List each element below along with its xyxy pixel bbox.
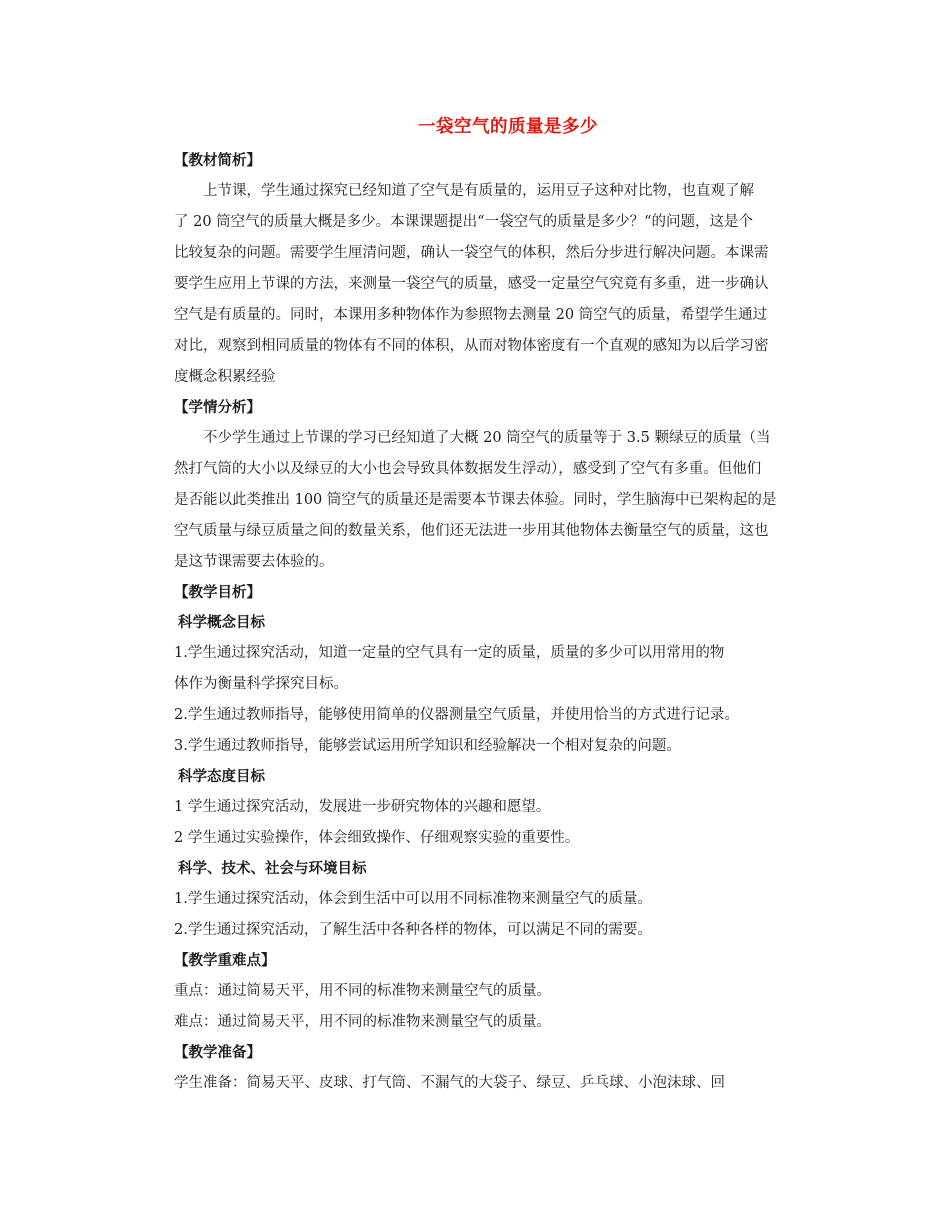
list-item: 学生准备：简易天平、皮球、打气筒、不漏气的大袋子、绿豆、乒乓球、小泡沫球、回 <box>174 1075 725 1091</box>
paragraph-line: 然打气筒的大小以及绿豆的大小也会导致具体数据发生浮动），感受到了空气有多重。但他们 <box>174 461 762 477</box>
paragraph-line: 比较复杂的问题。需要学生厘清问题，确认一袋空气的体积，然后分步进行解决问题。本课需 <box>174 245 769 261</box>
section-heading-students: 【学情分析】 <box>174 400 261 416</box>
students-paragraph <box>174 423 802 578</box>
paragraph-line: 度概念积累经验 <box>174 369 276 385</box>
society-goals-list <box>174 884 802 946</box>
keypoints-list <box>174 976 802 1038</box>
paragraph-line: 要学生应用上节课的方法，来测量一袋空气的质量，感受一定量空气究竟有多重，进一步确认 <box>174 276 769 292</box>
attitude-goals-list <box>174 792 802 854</box>
subheading-society-goals: 科学、技术、社会与环境目标 <box>178 861 367 877</box>
paragraph-line: 对比，观察到相同质量的物体有不同的体积，从而对物体密度有一个直观的感知为以后学习密 <box>174 338 769 354</box>
subheading-concept-goals: 科学概念目标 <box>178 615 265 631</box>
list-item: 重点：通过简易天平，用不同的标准物来测量空气的质量。 <box>174 983 551 999</box>
list-item: 3.学生通过教师指导，能够尝试运用所学知识和经验解决一个相对复杂的问题。 <box>174 738 681 754</box>
paragraph-line: 上节课，学生通过探究已经知道了空气是有质量的，运用豆子这种对比物，也直观了解 <box>203 183 754 199</box>
paragraph-line: 了 20 筒空气的质量大概是多少。本课课题提出“一袋空气的质量是多少？“的问题，这是个 <box>174 214 753 230</box>
document-body <box>174 112 802 1099</box>
paragraph-line: 空气质量与绿豆质量之间的数量关系，他们还无法进一步用其他物体去衡量空气的质量，这也 <box>174 523 769 539</box>
paragraph-line: 空气是有质量的。同时，本课用多种物体作为参照物去测量 20 筒空气的质量，希望学生通过 <box>174 307 768 323</box>
list-item: 2.学生通过探究活动，了解生活中各种各样的物体，可以满足不同的需要。 <box>174 922 652 938</box>
list-item: 1.学生通过探究活动，知道一定量的空气具有一定的质量，质量的多少可以用常用的物 <box>174 645 725 661</box>
paragraph-line: 是这节课需要去体验的。 <box>174 554 334 570</box>
list-item: 2 学生通过实验操作，体会细致操作、仔细观察实验的重要性。 <box>174 830 580 846</box>
section-heading-goals: 【教学目析】 <box>174 585 261 601</box>
concept-goals-list <box>174 638 802 762</box>
section-heading-prep: 【教学准备】 <box>174 1045 261 1061</box>
subheading-attitude-goals: 科学态度目标 <box>178 769 265 785</box>
section-heading-analysis: 【教材简析】 <box>174 153 261 169</box>
paragraph-line: 不少学生通过上节课的学习已经知道了大概 20 筒空气的质量等于 3.5 颗绿豆的质量（当 <box>203 430 771 446</box>
list-item: 难点：通过简易天平，用不同的标准物来测量空气的质量。 <box>174 1014 551 1030</box>
list-item: 体作为衡量科学探究目标。 <box>174 676 348 692</box>
list-item: 1 学生通过探究活动，发展进一步研究物体的兴趣和愿望。 <box>174 799 551 815</box>
paragraph-line: 是否能以此类推出 100 筒空气的质量还是需要本节课去体验。同时，学生脑海中已架构起的是 <box>174 492 777 508</box>
analysis-paragraph <box>174 176 802 393</box>
list-item: 2.学生通过教师指导，能够使用简单的仪器测量空气质量，并使用恰当的方式进行记录。 <box>174 707 739 723</box>
list-item: 1.学生通过探究活动，体会到生活中可以用不同标准物来测量空气的质量。 <box>174 891 652 907</box>
document-title: 一袋空气的质量是多少 <box>418 117 598 137</box>
section-heading-keypoints: 【教学重难点】 <box>174 953 276 969</box>
prep-list <box>174 1068 802 1099</box>
